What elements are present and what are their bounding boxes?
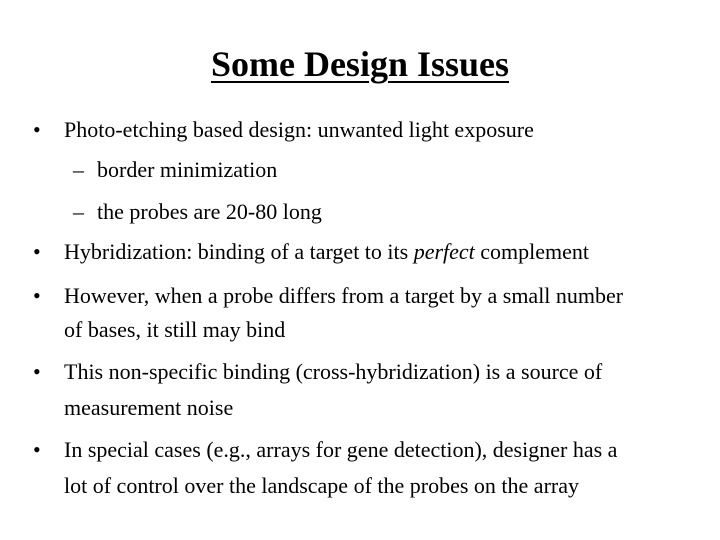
bullet-non-specific-line-1: This non-specific binding (cross-hybridization) is a source of <box>64 359 603 384</box>
bullet-photo-etching: Photo-etching based design: unwanted light exposure <box>64 117 534 142</box>
bullet-special-cases-line-2: lot of control over the landscape of the probes on the array <box>64 473 579 498</box>
slide-title <box>0 42 720 86</box>
bullet-marker: • <box>33 117 41 142</box>
bullet-marker: • <box>33 437 41 462</box>
bullet-non-specific-line-2: measurement noise <box>64 395 234 420</box>
dash-marker: – <box>73 199 84 224</box>
bullet-hybridization-text-end: complement <box>474 239 590 264</box>
bullet-marker: • <box>33 239 41 264</box>
bullet-however-line-1: However, when a probe differs from a target by a small number <box>64 283 624 308</box>
subitem-border-minimization: border minimization <box>97 157 278 182</box>
bullet-special-cases-line-1: In special cases (e.g., arrays for gene detection), designer has a <box>64 437 618 462</box>
bullet-hybridization <box>64 239 589 265</box>
bullet-marker: • <box>33 283 41 308</box>
bullet-however-line-2: of bases, it still may bind <box>64 317 286 342</box>
subitem-probe-length: the probes are 20-80 long <box>97 199 322 224</box>
slide-title-text: Some Design Issues <box>210 44 510 84</box>
dash-marker: – <box>73 157 84 182</box>
bullet-marker: • <box>33 359 41 384</box>
bullet-hybridization-text: Hybridization: binding of a target to its <box>64 239 414 264</box>
emphasis-perfect: perfect <box>413 239 475 264</box>
